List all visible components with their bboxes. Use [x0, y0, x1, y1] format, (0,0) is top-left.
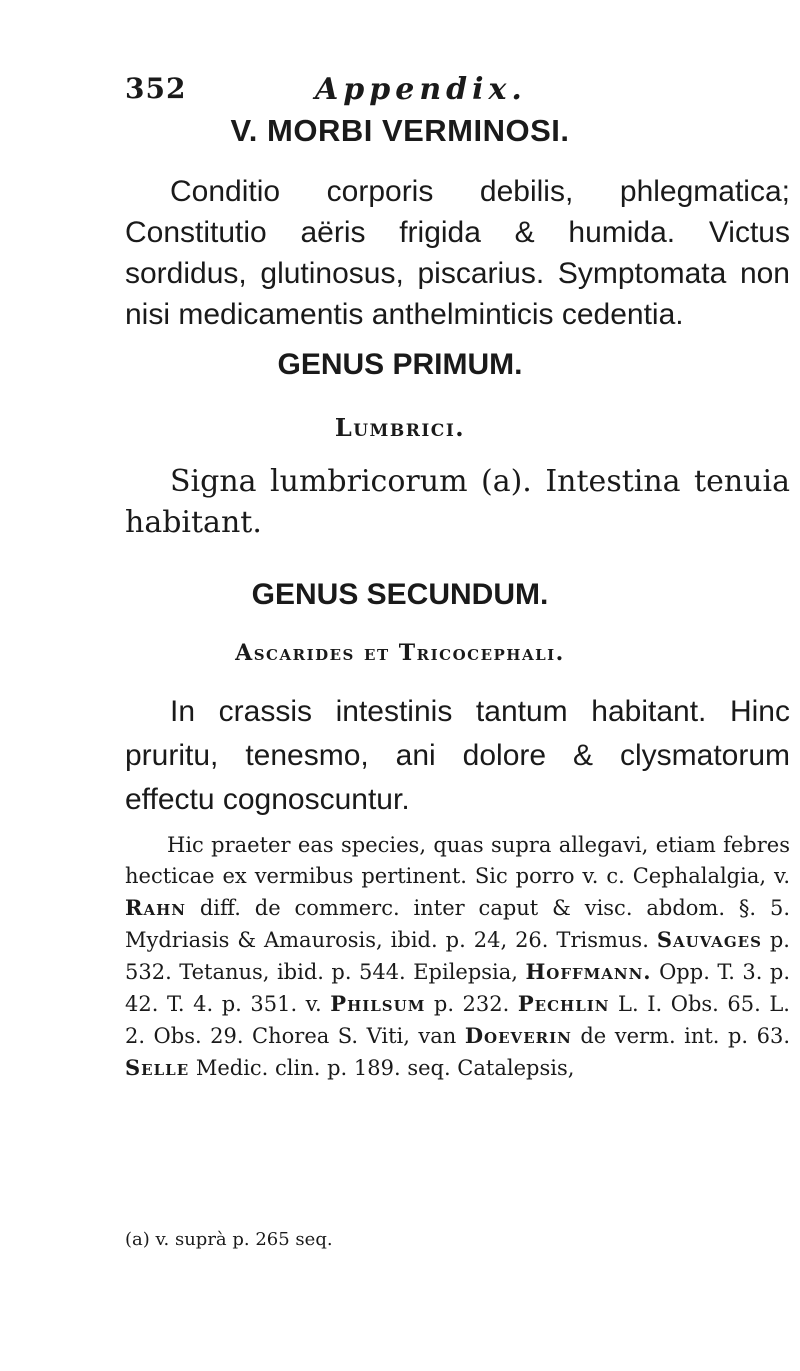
author-selle: Selle — [125, 1055, 190, 1080]
genus-secundum-heading: GENUS SECUNDUM. — [251, 578, 549, 611]
note-text: de verm. int. p. 63. — [571, 1024, 790, 1048]
author-sauvages: Sauvages — [656, 927, 762, 952]
footnote: (a) v. suprà p. 265 seq. — [125, 1229, 333, 1250]
lumbrici-subheading: Lumbrici. — [334, 413, 466, 442]
author-pechlin: Pechlin — [517, 991, 610, 1016]
references-note — [125, 830, 790, 1084]
page-number: 352 — [125, 72, 187, 105]
running-title: Appendix. — [315, 72, 527, 107]
references-paragraph — [125, 830, 790, 1084]
note-text: p. 532. Tetanus, ibid. p. 544. Epilepsia, — [125, 928, 790, 984]
author-hoffmann: Hoffmann. — [525, 959, 652, 984]
note-text: diff. de commerc. inter caput & visc. abdom. §. 5. Mydriasis & Amaurosis, ibid. p. 24, 26. Trismus. — [125, 896, 790, 952]
ascarides-text — [125, 690, 790, 822]
author-rahn: Rahn — [125, 895, 186, 920]
section-intro — [125, 171, 790, 335]
note-text: Opp. T. 3. p. 42. T. 4. p. 351. v. — [125, 960, 790, 1016]
note-text: L. I. Obs. 65. L. 2. Obs. 29. Chorea S. Viti, van — [125, 992, 790, 1048]
ascarides-paragraph: In crassis intestinis tantum habitant. Hinc pruritu, tenesmo, ani dolore & clysmatorum effectu cognoscuntur. — [125, 695, 790, 816]
author-doeverin: Doeverin — [464, 1023, 572, 1048]
lumbrici-paragraph: Signa lumbricorum (a). Intestina tenuia habitant. — [125, 464, 790, 540]
section-title: V. MORBI VERMINOSI. — [230, 113, 570, 148]
intro-paragraph: Conditio corporis debilis, phlegmatica; Constitutio aëris frigida & humida. Victus sordidus, glutinosus, piscarius. Symptomata non nisi medicamentis anthelminticis cedentia. — [125, 175, 790, 331]
ascarides-subheading: Ascarides et Tricocephali. — [235, 640, 565, 666]
note-text: Hic praeter eas species, quas supra allegavi, etiam febres hecticae ex vermibus pertinent. Sic porro v. c. Cephalalgia, v. — [125, 833, 790, 888]
note-text: p. 232. — [425, 992, 518, 1016]
genus-primum-heading: GENUS PRIMUM. — [277, 348, 523, 381]
author-philsum: Philsum — [330, 991, 426, 1016]
note-text: Medic. clin. p. 189. seq. Catalepsis, — [189, 1056, 575, 1080]
lumbrici-text — [125, 461, 790, 543]
